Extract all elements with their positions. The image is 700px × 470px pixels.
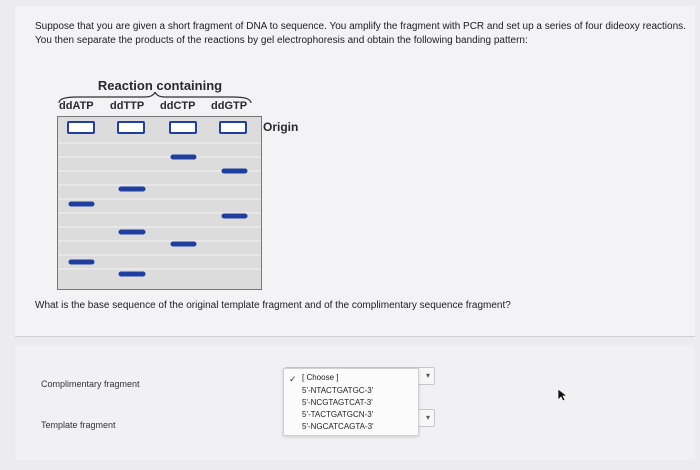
dropdown-option[interactable]: [ Choose ] — [302, 373, 339, 382]
lane-label-c: ddCTP — [160, 100, 196, 112]
dropdown-option[interactable]: 5'-NTACTGATGC-3' — [302, 386, 374, 395]
answer-panel — [15, 345, 695, 460]
well-t — [118, 122, 144, 133]
dropdown-menu — [283, 368, 419, 436]
well-a — [68, 122, 94, 133]
chevron-down-icon: ▾ — [425, 413, 430, 422]
question-prompt — [35, 20, 686, 48]
chevron-down-icon: ▾ — [425, 371, 430, 380]
lane-label-g: ddGTP — [211, 100, 248, 112]
dropdown-option[interactable]: 5'-TACTGATGCN-3' — [302, 410, 374, 419]
prompt-line-1: Suppose that you are given a short fragment of DNA to sequence. You amplify the fragment with PCR and set up a series of four dideoxy reactions. — [35, 21, 686, 32]
check-icon: ✓ — [289, 374, 297, 384]
gel-graphic — [58, 117, 261, 289]
well-g — [220, 122, 246, 133]
complimentary-fragment-label: Complimentary fragment — [41, 379, 140, 389]
origin-label: Origin — [263, 120, 299, 134]
lane-label-a: ddATP — [59, 100, 94, 112]
question-panel — [15, 6, 695, 337]
figure-heading: Reaction containing — [97, 78, 223, 93]
gel-figure — [55, 78, 310, 293]
sub-question: What is the base sequence of the original template fragment and of the complimentary sequence fragment? — [35, 300, 511, 311]
lane-labels — [57, 100, 257, 116]
lane-label-t: ddTTP — [110, 100, 145, 112]
gel — [57, 116, 262, 290]
mouse-cursor-icon — [557, 388, 569, 402]
well-c — [170, 122, 196, 133]
prompt-line-2: You then separate the products of the reactions by gel electrophoresis and obtain the following banding pattern: — [35, 35, 528, 46]
dropdown-option[interactable]: 5'-NCGTAGTCAT-3' — [302, 398, 373, 407]
dropdown-option[interactable]: 5'-NGCATCAGTA-3' — [302, 422, 374, 431]
template-fragment-label: Template fragment — [41, 420, 116, 430]
